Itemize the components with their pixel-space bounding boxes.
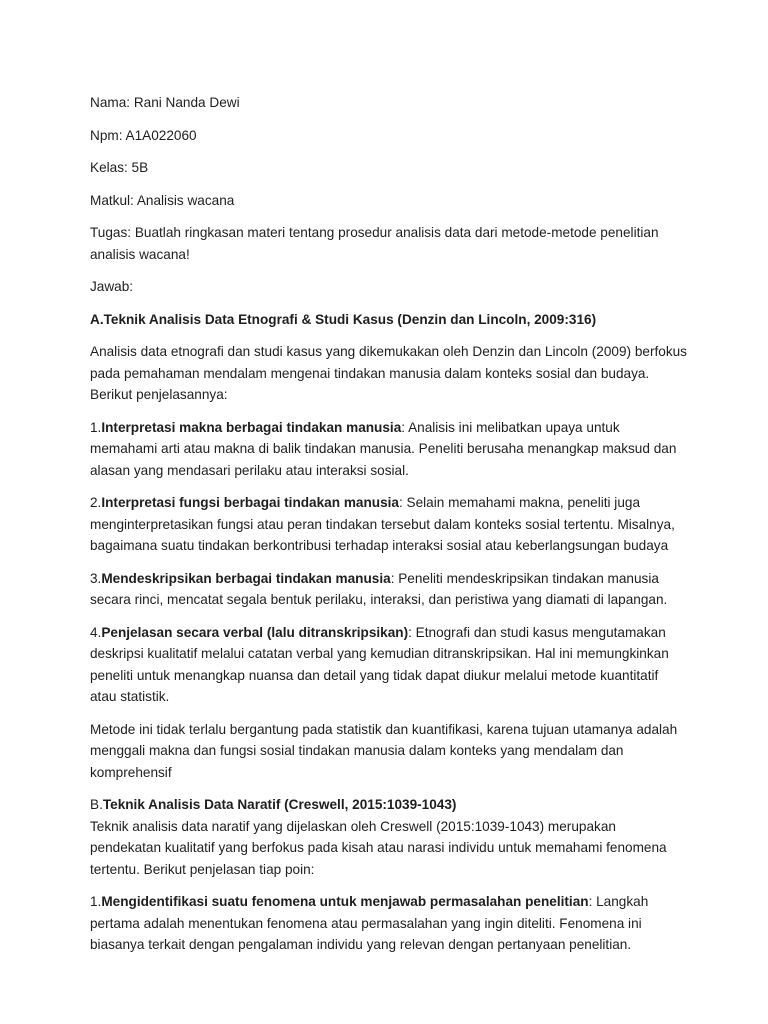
section-a-point-1: [90, 417, 688, 482]
section-a-point-4: [90, 622, 688, 708]
section-a-prefix: A.: [90, 311, 104, 327]
answer-label: Jawab:: [90, 279, 134, 294]
point-number: 1.: [90, 419, 102, 435]
section-a-point-2: [90, 492, 688, 557]
course-name: Matkul: Analisis wacana: [90, 192, 235, 208]
student-name: Nama: Rani Nanda Dewi: [90, 95, 240, 110]
point-number: 1.: [90, 894, 102, 909]
point-number: 2.: [90, 495, 102, 510]
point-text: : Selain memahami makna, peneliti juga menginterpretasikan fungsi atau peran tindakan tersebut dalam konteks sosial tertentu. Misalnya, bagaimana suatu tindakan berkontribusi terhadap interaksi sosial atau keberlangsungan budaya: [90, 495, 675, 553]
point-title: Penjelasan secara verbal (lalu ditranskripsikan): [101, 624, 409, 640]
point-title: Mendeskripsikan berbagai tindakan manusia: [101, 570, 391, 586]
point-number: 4.: [90, 624, 102, 640]
point-number: 3.: [90, 570, 102, 586]
point-title: Interpretasi fungsi berbagai tindakan manusia: [101, 495, 399, 510]
section-b-point-1: [90, 891, 688, 956]
point-title: Mengidentifikasi suatu fenomena untuk menjawab permasalahan penelitian: [101, 894, 589, 909]
point-text: : Peneliti mendeskripsikan tindakan manusia secara rinci, mencatat segala bentuk perilaku, interaksi, dan peristiwa yang diamati di lapangan.: [90, 570, 668, 607]
section-a-closing: Metode ini tidak terlalu bergantung pada statistik dan kuantifikasi, karena tujuan utamanya adalah menggali makna dan fungsi sosial tindakan manusia dalam konteks yang mendalam dan komprehensif: [90, 721, 678, 780]
section-b-prefix: B.: [90, 797, 103, 812]
section-a-title: Teknik Analisis Data Etnografi & Studi Kasus (Denzin dan Lincoln, 2009:316): [103, 311, 597, 327]
point-text: : Analisis ini melibatkan upaya untuk memahami arti atau makna di balik tindakan manusia. Peneliti berusaha menangkap maksud dan alasan yang mendasari perilaku atau interaksi sosial.: [90, 419, 677, 478]
point-title: Interpretasi makna berbagai tindakan manusia: [101, 419, 402, 435]
section-b-heading: [90, 794, 688, 816]
section-a-intro: Analisis data etnografi dan studi kasus yang dikemukakan oleh Denzin dan Lincoln (2009) berfokus pada pemahaman mendalam mengenai tindakan manusia dalam konteks sosial dan budaya. Berikut penjelasannya:: [90, 344, 687, 402]
section-a-heading: [90, 309, 688, 331]
point-text: : Langkah pertama adalah menentukan fenomena atau permasalahan yang ingin diteliti. Fenomena ini biasanya terkait dengan pengalaman individu yang relevan dengan pertanyaan penelitian.: [90, 894, 649, 952]
student-npm: Npm: A1A022060: [90, 127, 197, 143]
section-b-intro: Teknik analisis data naratif yang dijelaskan oleh Creswell (2015:1039-1043) merupakan pendekatan kualitatif yang berfokus pada kisah atau narasi individu untuk memahami fenomena tertentu. Berikut penjelasan tiap poin:: [90, 818, 667, 877]
section-a-point-3: [90, 568, 688, 611]
section-b-title: Teknik Analisis Data Naratif (Creswell, 2015:1039-1043): [102, 797, 457, 812]
point-text: : Etnografi dan studi kasus mengutamakan deskripsi kualitatif melalui catatan verbal yang kemudian ditranskripsikan. Hal ini memungkinkan peneliti untuk menangkap nuansa dan detail yang tidak dapat diukur melalui metode kuantitatif atau statistik.: [90, 624, 669, 704]
student-class: Kelas: 5B: [90, 160, 149, 175]
assignment-task: Tugas: Buatlah ringkasan materi tentang prosedur analisis data dari metode-metode penelitian analisis wacana!: [90, 225, 659, 262]
